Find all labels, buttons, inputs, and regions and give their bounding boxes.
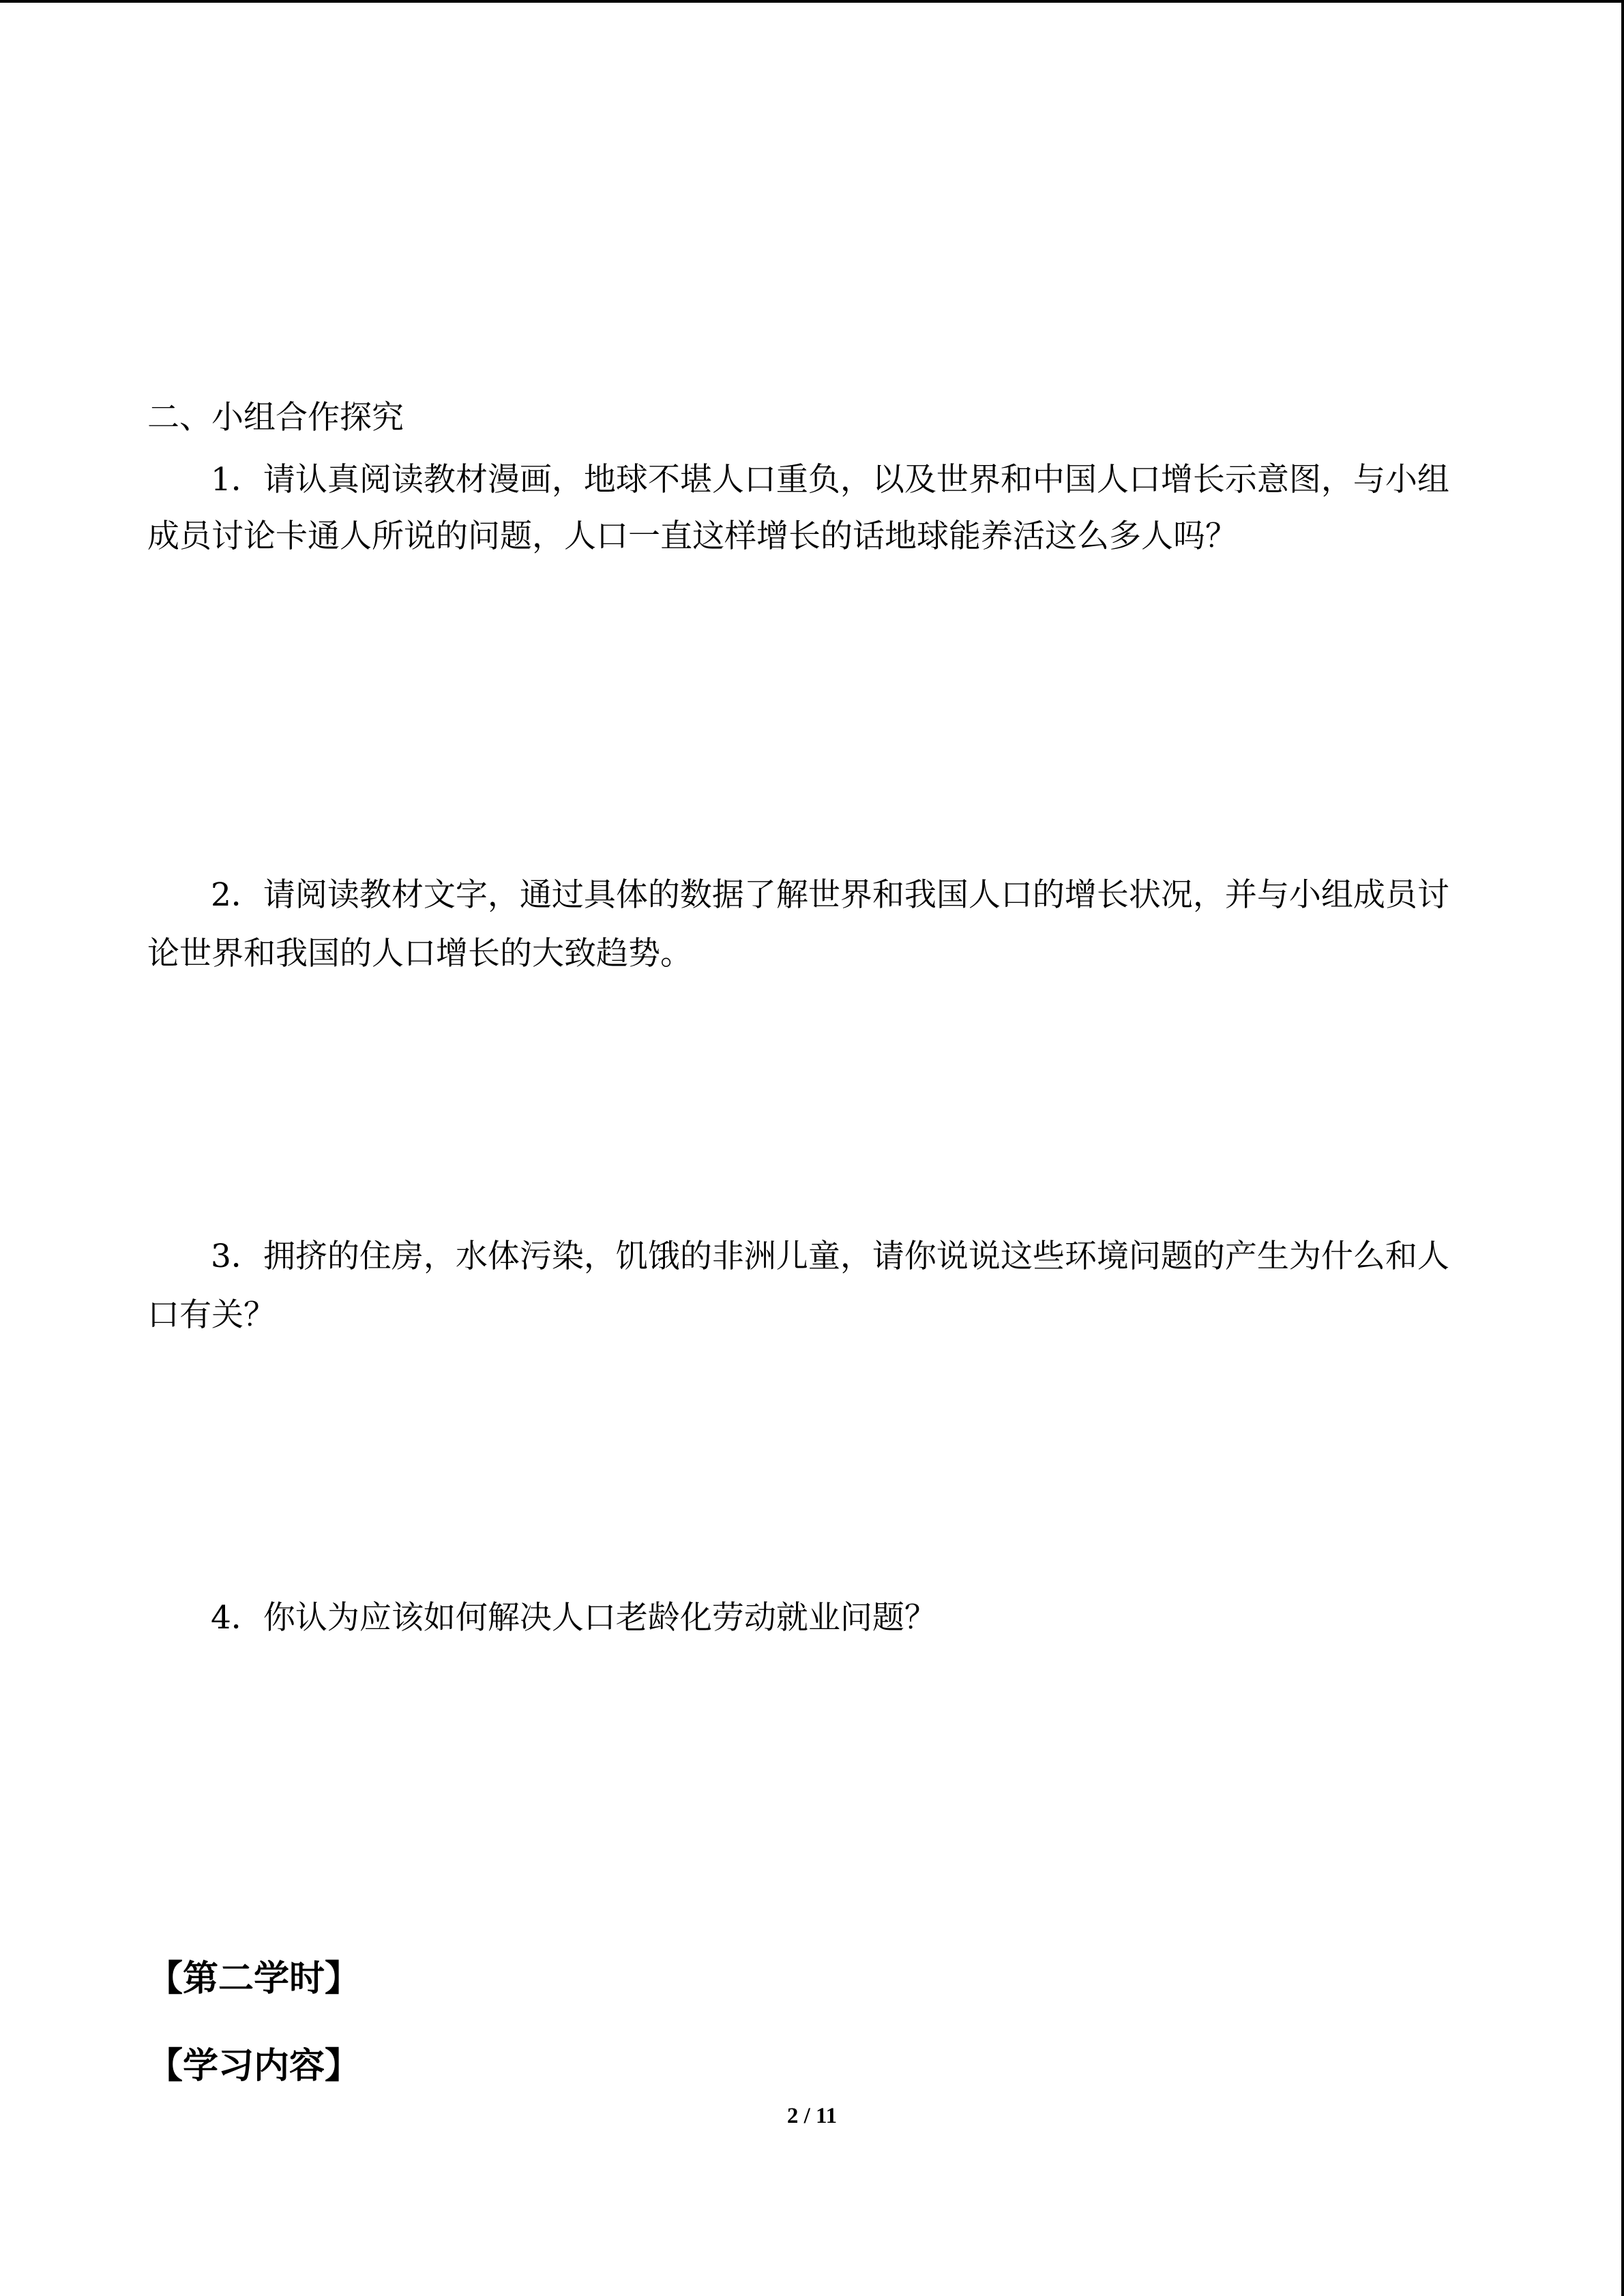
page-top-border <box>0 0 1624 3</box>
question-4-line-1: 4．你认为应该如何解决人口老龄化劳动就业问题？ <box>211 1599 936 1637</box>
lesson-heading: 【第二学时】 <box>147 1958 361 1999</box>
question-3-line-1: 3．拥挤的住房，水体污染，饥饿的非洲儿童，请你说说这些环境问题的产生为什么和人 <box>211 1238 1449 1275</box>
question-2-line-2: 论世界和我国的人口增长的大致趋势。 <box>147 935 692 972</box>
question-2-line-1: 2．请阅读教材文字，通过具体的数据了解世界和我国人口的增长状况，并与小组成员讨 <box>211 876 1449 914</box>
page-right-border <box>1621 0 1624 2296</box>
page-number: 2 / 11 <box>786 2104 838 2128</box>
section-heading: 二、小组合作探究 <box>147 399 404 436</box>
question-1-line-1: 1．请认真阅读教材漫画，地球不堪人口重负，以及世界和中国人口增长示意图，与小组 <box>211 461 1449 498</box>
question-1-line-2: 成员讨论卡通人所说的问题，人口一直这样增长的话地球能养活这么多人吗？ <box>147 518 1237 555</box>
learning-content-heading: 【学习内容】 <box>147 2046 361 2087</box>
question-3-line-2: 口有关？ <box>147 1296 276 1334</box>
